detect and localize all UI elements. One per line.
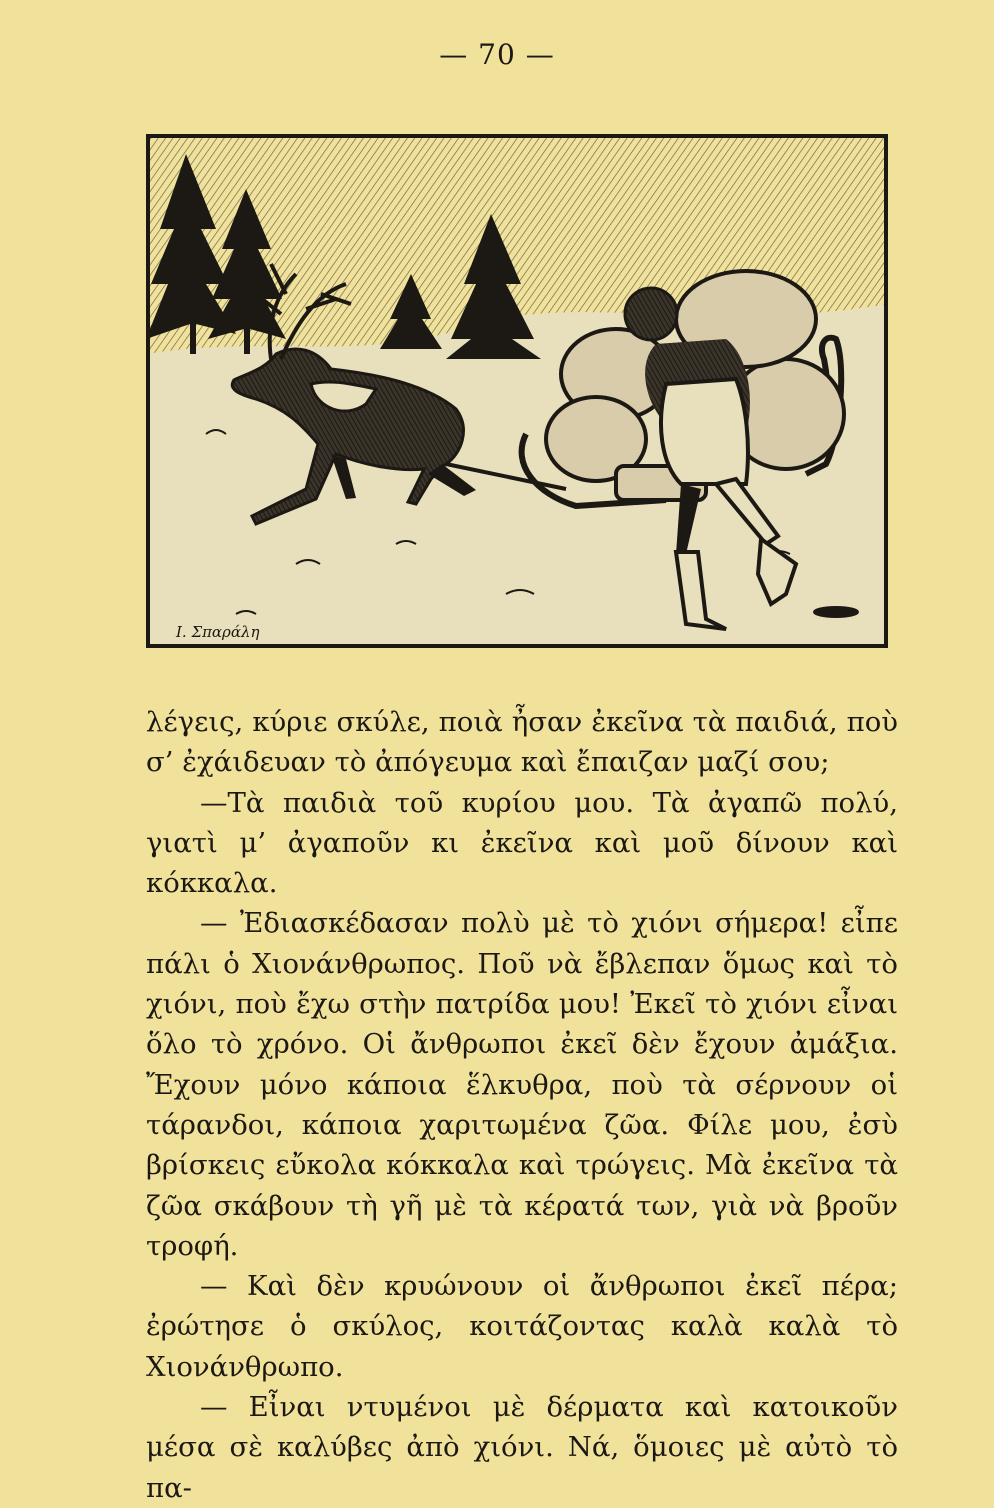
paragraph-1: λέγεις, κύριε σκύλε, ποιὰ ἦσαν ἐκεῖνα τὰ παιδιά, ποὺ σ’ ἐχάιδευαν τὸ ἀπόγευμα καὶ ἔπαιζαν μαζί σου; [146, 706, 898, 779]
illustrator-signature: Ι. Σπαράλη [176, 623, 260, 641]
page-number: — 70 — [439, 38, 555, 71]
story-text [146, 702, 898, 1508]
paragraph-4: — Καὶ δὲν κρυώνουν οἱ ἄνθρωποι ἐκεῖ πέρα; ἐρώτησε ὁ σκύλος, κοιτάζοντας καλὰ καλὰ τὸ Χιονάνθρωπο. [146, 1270, 898, 1383]
paragraph-3: — Ἐδιασκέδασαν πολὺ μὲ τὸ χιόνι σήμερα! εἶπε πάλι ὁ Χιονάνθρωπος. Ποῦ νὰ ἔβλεπαν ὅμως καὶ τὸ χιόνι, ποὺ ἔχω στὴν πατρίδα μου! Ἐκεῖ τὸ χιόνι εἶναι ὅλο τὸ χρόνο. Οἱ ἄνθρωποι ἐκεῖ δὲν ἔχουν ἀμάξια. Ἔχουν μόνο κάποια ἕλκυθρα, ποὺ τὰ σέρνουν οἱ τάρανδοι, κάποια χαριτωμένα ζῶα. Φίλε μου, ἐσὺ βρίσκεις εὔκολα κόκκαλα καὶ τρώγεις. Μὰ ἐκεῖνα τὰ ζῶα σκάβουν τὴ γῆ μὲ τὰ κέρατά των, γιὰ νὰ βροῦν τροφή. [146, 907, 898, 1262]
paragraph-2: —Τὰ παιδιὰ τοῦ κυρίου μου. Τὰ ἀγαπῶ πολύ, γιατὶ μ’ ἀγαποῦν κι ἐκεῖνα καὶ μοῦ δίνουν καὶ κόκκαλα. [146, 786, 898, 900]
illustration-drawing [146, 134, 888, 648]
illustration-reindeer-sled [146, 134, 888, 648]
paragraph-5: — Εἶναι ντυμένοι μὲ δέρματα καὶ κατοικοῦν μέσα σὲ καλύβες ἀπὸ χιόνι. Νά, ὅμοιες μὲ αὐτὸ τὸ πα- [146, 1391, 898, 1504]
